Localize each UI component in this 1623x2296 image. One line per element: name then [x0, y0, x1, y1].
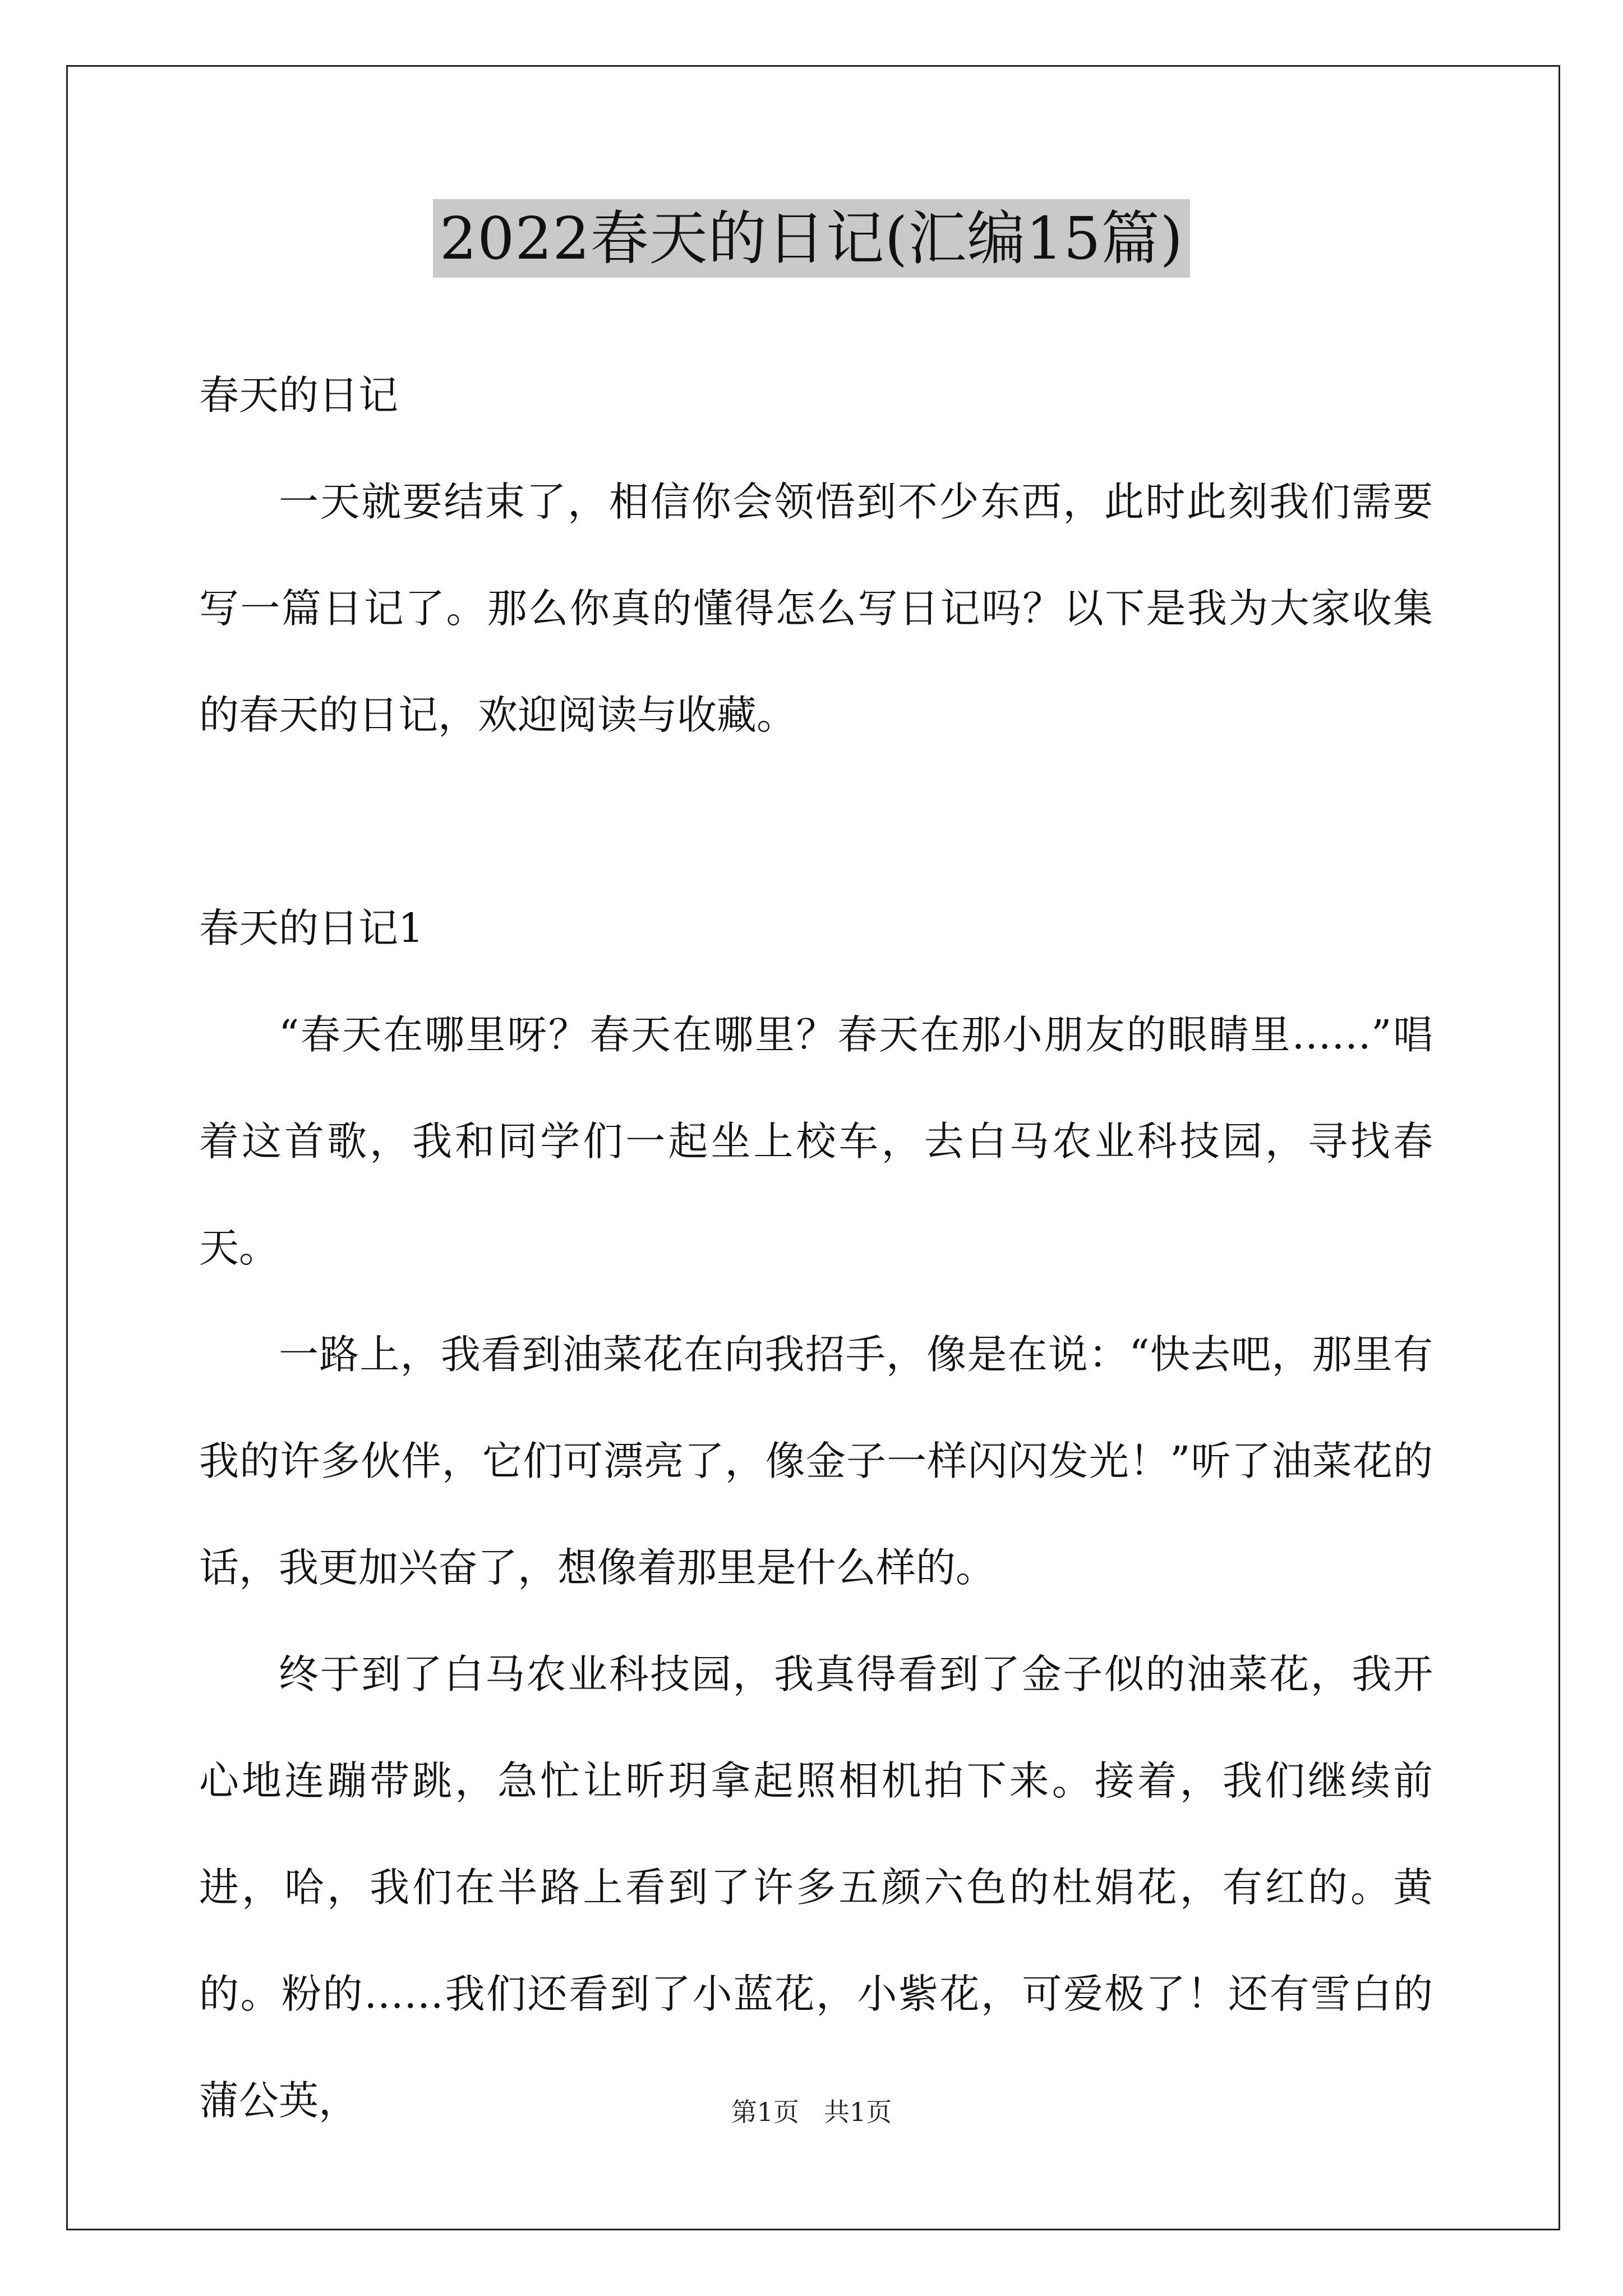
- spacer: [199, 769, 1433, 875]
- title-container: [0, 199, 1623, 278]
- intro-paragraph: 一天就要结束了，相信你会领悟到不少东西，此时此刻我们需要写一篇日记了。那么你真的懂得怎么写日记吗？以下是我为大家收集的春天的日记，欢迎阅读与收藏。: [199, 478, 1433, 738]
- page-total: 共1页: [824, 2097, 892, 2127]
- page-footer: [0, 2095, 1623, 2129]
- body-paragraph: “春天在哪里呀？春天在哪里？春天在那小朋友的眼睛里……”唱着这首歌，我和同学们一起坐上校车，去白马农业科技园，寻找春天。: [199, 1011, 1433, 1271]
- document-title: 2022春天的日记(汇编15篇): [433, 199, 1190, 278]
- body-paragraph: 终于到了白马农业科技园，我真得看到了金子似的油菜花，我开心地连蹦带跳，急忙让昕玥拿起照相机拍下来。接着，我们继续前进，哈，我们在半路上看到了许多五颜六色的杜娟花，有红的。黄的。粉的……我们还看到了小蓝花，小紫花，可爱极了！还有雪白的蒲公英，: [199, 1651, 1433, 2124]
- page-number: 第1页: [731, 2097, 799, 2127]
- body-paragraph: 一路上，我看到油菜花在向我招手，像是在说：“快去吧，那里有我的许多伙伴，它们可漂亮了，像金子一样闪闪发光！”听了油菜花的话，我更加兴奋了，想像着那里是什么样的。: [199, 1331, 1433, 1591]
- section-heading: 春天的日记: [199, 372, 399, 418]
- entry-heading: 春天的日记1: [199, 905, 424, 951]
- document-body: [199, 342, 1433, 2154]
